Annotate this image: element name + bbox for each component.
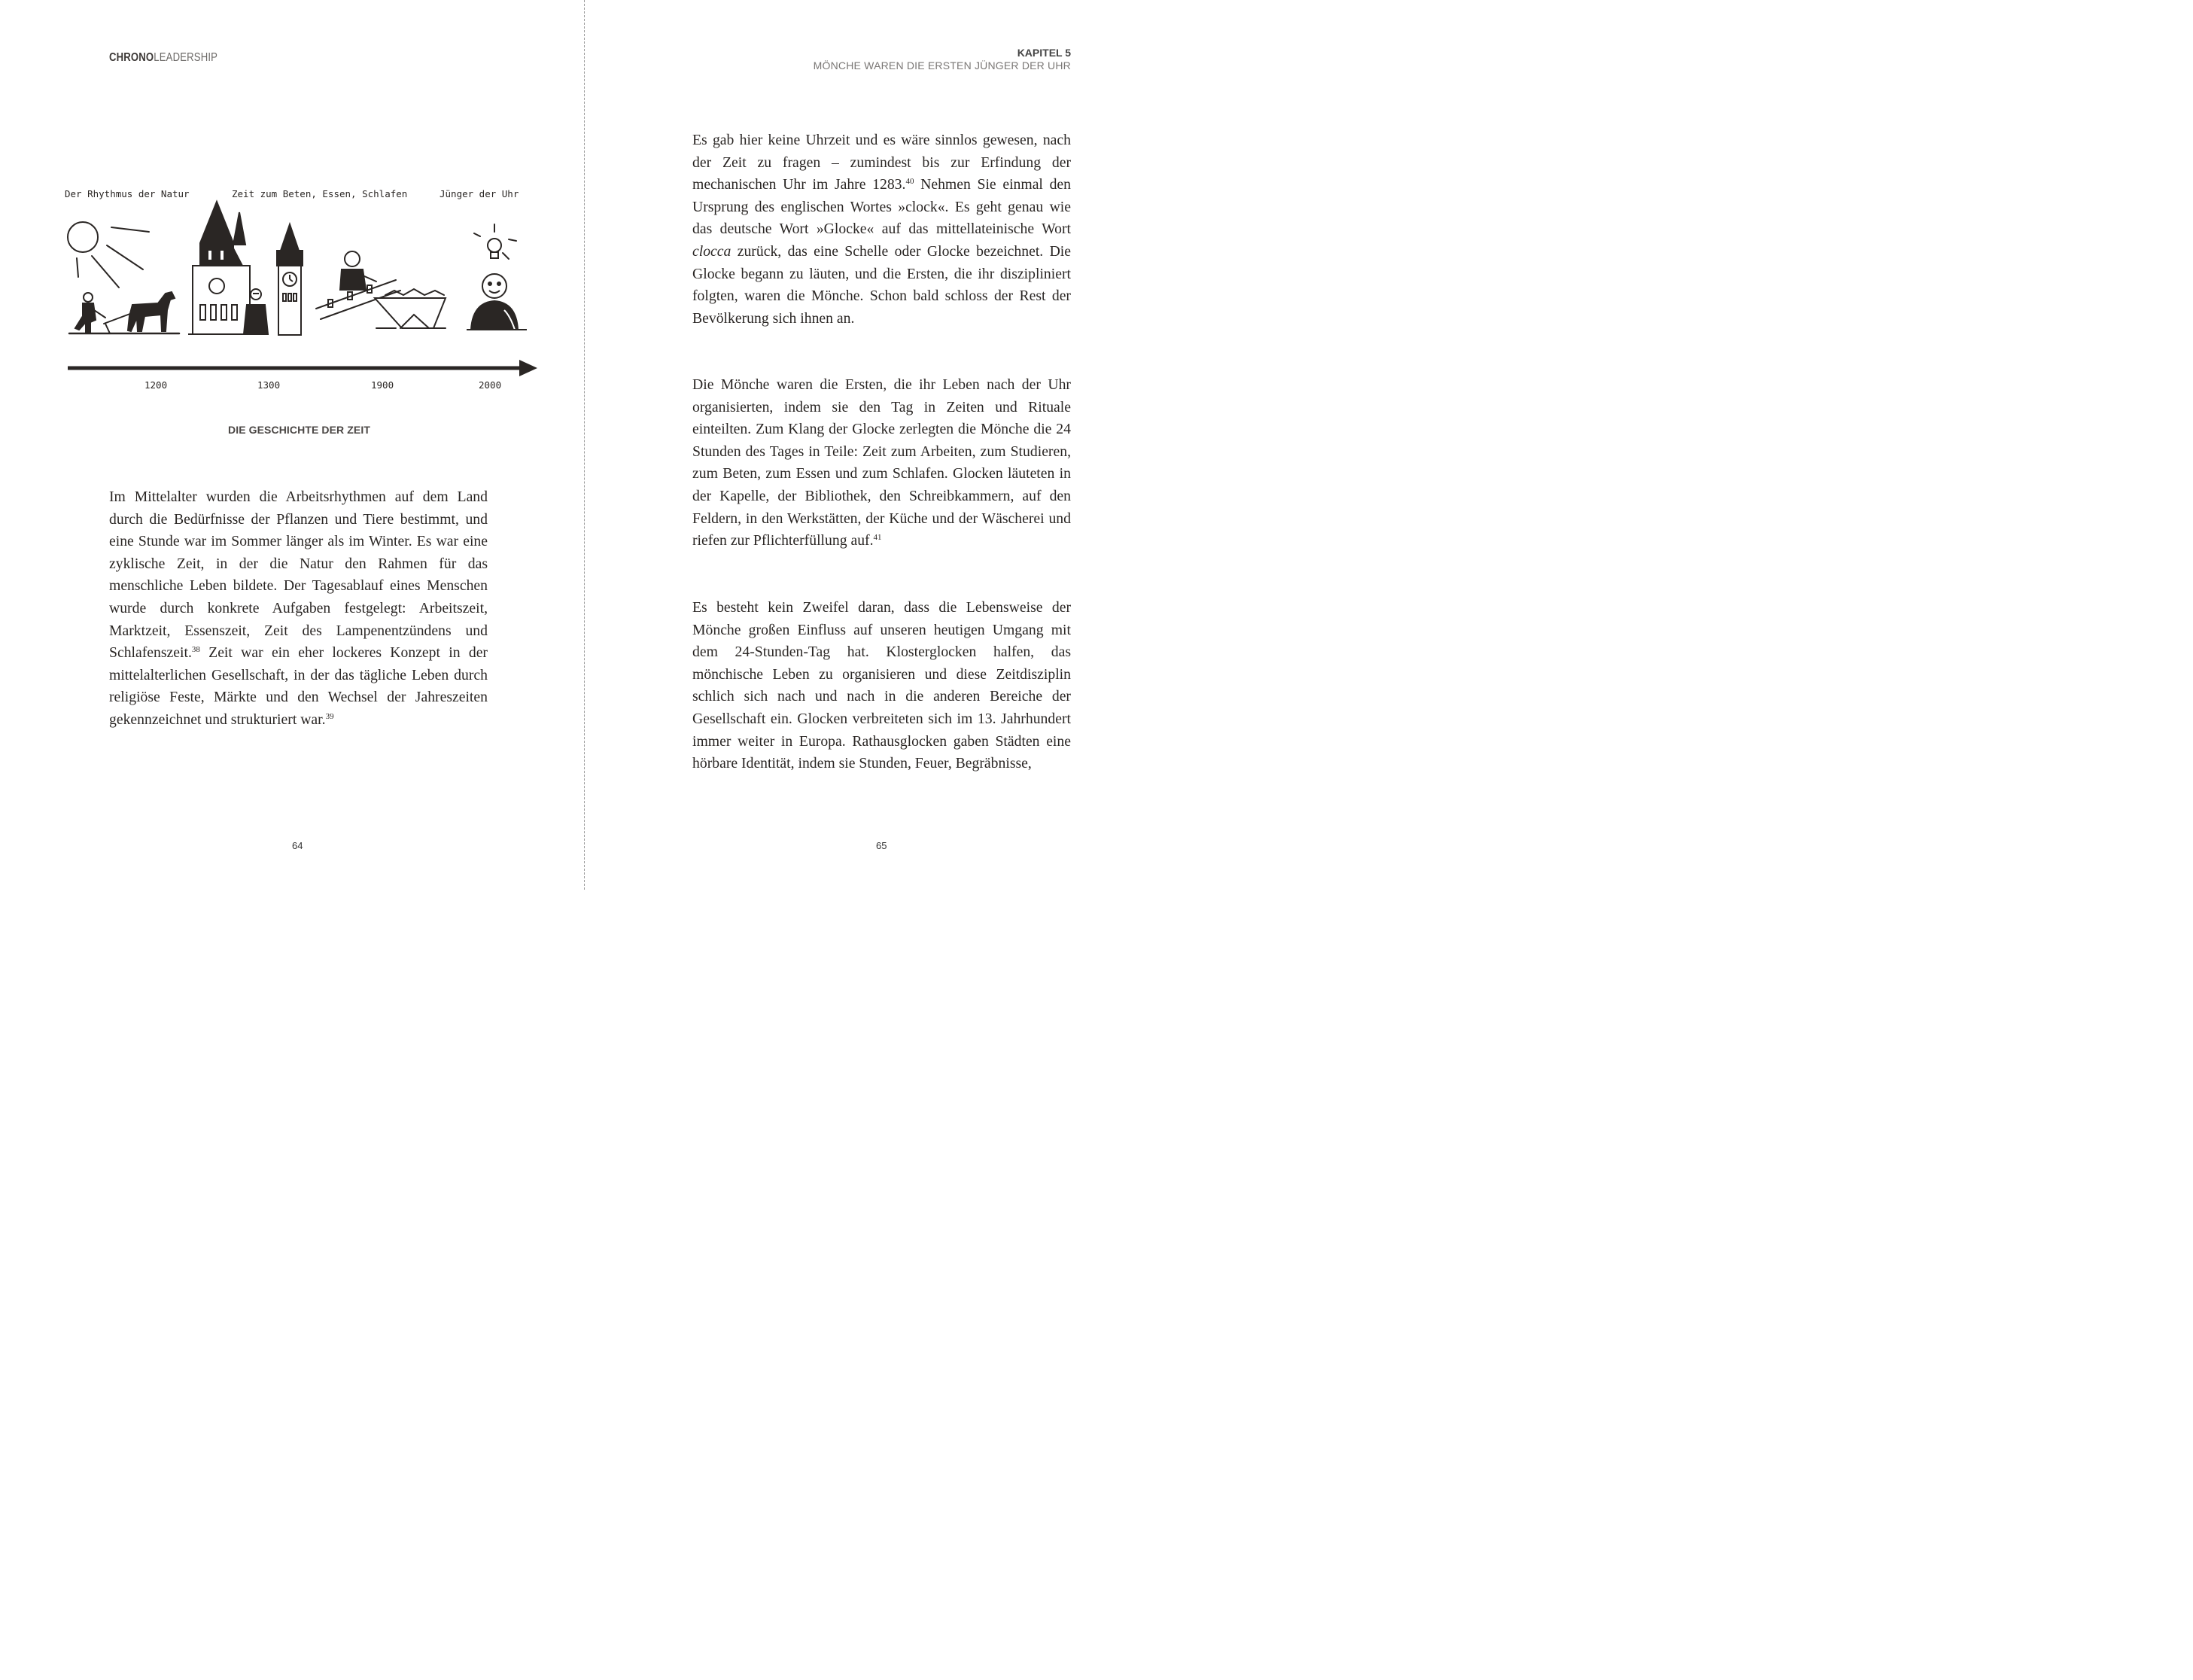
cathedral-icon [188,202,250,334]
page-number-left: 64 [292,840,303,851]
year-1200: 1200 [144,379,168,391]
thinking-person-icon [467,274,527,330]
left-page [0,0,584,890]
clock-tower-icon [277,224,303,335]
chapter-header [814,47,1071,72]
chapter-title: MÖNCHE WAREN DIE ERSTEN JÜNGER DER UHR [813,59,1071,72]
left-paragraph: Im Mittelalter wurden die Arbeitsrhythmen auf dem Land durch die Bedürfnisse der Pflanzen und Tiere bestimmt, und eine Stunde war im Sommer länger als im Winter. Es war eine zyklische Zeit, in der die Natur den Rahmen für das menschliche Leben bildete. Der Tagesablauf eines Menschen wurde durch konkrete Aufgaben festgelegt: Arbeitszeit, Marktzeit, Essenszeit, Zeit des Lampenentzündens und Schlafenszeit.$^{38}$ Zeit war ein eher lockeres Konzept in der mittelalterlichen Gesellschaft, in der das tägliche Leben durch religiöse Feste, Märkte und den Wechsel der Jahreszeiten gekennzeichnet und strukturiert war.$^{39}$ [109,488,488,728]
right-paragraph-1: Es gab hier keine Uhrzeit und es wäre sinnlos gewesen, nach der Zeit zu fragen – zumindest bis zur Erfindung der mechanischen Uhr im Jahre 1283.40 Nehmen Sie einmal den Ursprung des englischen Wortes »clock«. Es geht genau wie das deutsche Wort »Glocke« auf das mittellateinische Wort clocca zurück, das eine Schelle oder Glocke bezeichnet. Die Glocke begann zu läuten, und die Ersten, die ihr diszipliniert folgten, waren die Mönche. Schon bald schloss der Rest der Bevölkerung sich ihnen an. [692,132,1072,327]
farmer-horse-plough-icon [69,292,179,333]
timeline-arrow-icon [68,360,537,376]
label-rhythm-nature: Der Rhythmus der Natur [65,188,190,199]
year-1300: 1300 [257,379,281,391]
footnote-ref: 41 [873,533,882,543]
footnote-ref: 38 [191,645,200,655]
chapter-number: KAPITEL 5 [1017,47,1071,59]
label-pray-eat-sleep: Zeit zum Beten, Essen, Schlafen [232,188,408,199]
factory-worker-conveyor-icon [316,251,446,328]
brand-logo: CHRONOLEADERSHIP [109,51,218,64]
figure-caption: DIE GESCHICHTE DER ZEIT [228,424,370,436]
page-number-right: 65 [876,840,887,851]
year-2000: 2000 [479,379,502,391]
footnote-ref: 39 [325,711,334,721]
history-of-time-illustration [60,181,549,399]
lightbulb-icon [474,224,516,259]
sun-icon [68,222,149,288]
year-1900: 1900 [371,379,394,391]
label-disciples-clock: Jünger der Uhr [440,188,519,199]
right-paragraph-3: Es besteht kein Zweifel daran, dass die Lebensweise der Mönche großen Einfluss auf unseren heutigen Umgang mit dem 24-Stunden-Tag hat. Klosterglocken halfen, das mönchische Leben zu organisieren und diese Zeitdisziplin schlich sich nach und nach in die anderen Bereiche der Gesellschaft ein. Glocken verbreiteten sich im 13. Jahrhundert immer weiter in Europa. Rathausglocken gaben Städten eine hörbare Identität, indem sie Stunden, Feuer, Begräbnisse, [692,599,1071,772]
right-paragraph-2: Die Mönche waren die Ersten, die ihr Leben nach der Uhr organisierten, indem sie den Tag in Zeiten und Rituale einteilten. Zum Klang der Glocke zerlegten die Mönche die 24 Stunden des Tages in Teile: Zeit zum Arbeiten, zum Studieren, zum Beten, zum Essen und zum Schlafen. Glocken läuteten in der Kapelle, der Bibliothek, den Schreibkammern, auf den Feldern, in den Werkstätten, der Küche und der Wäscherei und riefen zur Pflichterfüllung auf.$^{41}$ [692,376,1071,549]
footnote-ref: 40 [905,177,914,187]
